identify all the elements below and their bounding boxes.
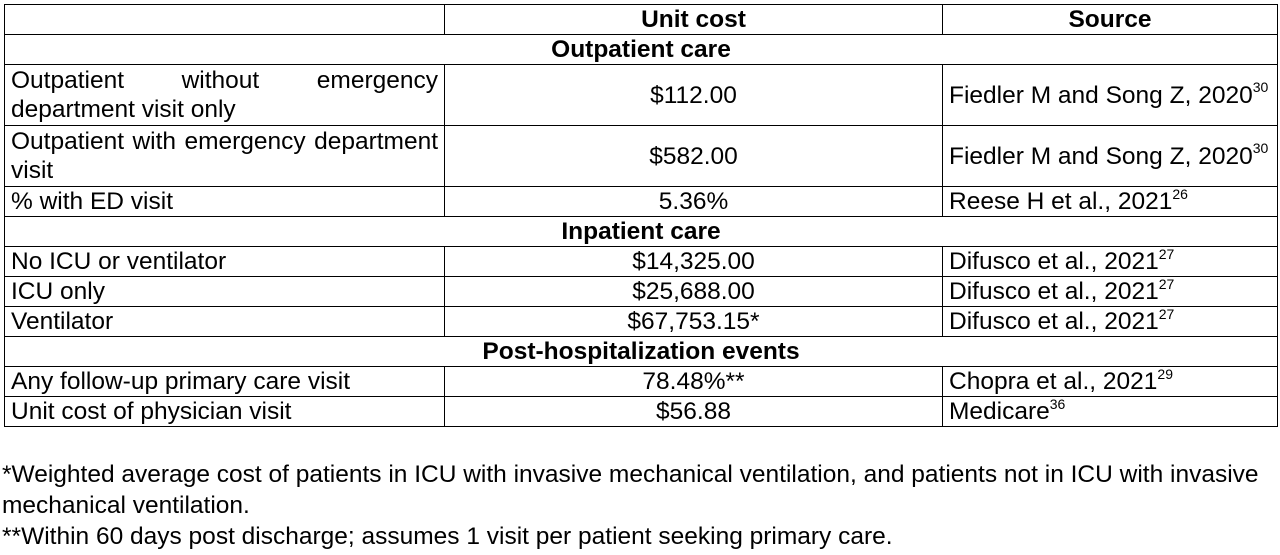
section-row-outpatient	[5, 35, 1278, 65]
header-source: Source	[943, 5, 1278, 35]
source-text: Medicare	[949, 398, 1050, 425]
section-row-post-hospitalization	[5, 337, 1278, 367]
reference-number: 27	[1158, 276, 1175, 292]
table-row	[5, 126, 1278, 187]
table-row	[5, 367, 1278, 397]
row-cost: 78.48%**	[445, 367, 943, 397]
row-source	[943, 247, 1278, 277]
row-label: Outpatient without emergency department visit only	[5, 65, 445, 126]
table-row	[5, 187, 1278, 217]
row-label: Unit cost of physician visit	[5, 397, 445, 427]
footnote-within-60-days: **Within 60 days post discharge; assumes 1 visit per patient seeking primary care.	[2, 523, 893, 550]
footnotes	[2, 459, 1278, 552]
row-cost: $56.88	[445, 397, 943, 427]
row-cost: 5.36%	[445, 187, 943, 217]
source-text: Chopra et al., 2021	[949, 368, 1158, 395]
section-title: Outpatient care	[5, 35, 1278, 65]
source-text: Fiedler M and Song Z, 2020	[949, 142, 1253, 170]
reference-number: 36	[1049, 396, 1066, 412]
footnote-weighted-average: *Weighted average cost of patients in ICU with invasive mechanical ventilation, and patients not in ICU with invasive mechanical ventilation.	[2, 461, 1259, 519]
row-cost: $582.00	[445, 126, 943, 187]
reference-number: 27	[1158, 306, 1175, 322]
unit-cost-table	[4, 4, 1278, 427]
source-text: Fiedler M and Song Z, 2020	[949, 81, 1253, 109]
header-blank-cell	[5, 5, 445, 35]
header-row	[5, 5, 1278, 35]
header-unit-cost: Unit cost	[445, 5, 943, 35]
row-cost: $67,753.15*	[445, 307, 943, 337]
row-source	[943, 187, 1278, 217]
row-label: Outpatient with emergency department visit	[5, 126, 445, 187]
row-source	[943, 65, 1278, 126]
section-row-inpatient	[5, 217, 1278, 247]
row-cost: $25,688.00	[445, 277, 943, 307]
row-label: % with ED visit	[5, 187, 445, 217]
row-label: No ICU or ventilator	[5, 247, 445, 277]
table-row	[5, 277, 1278, 307]
row-source	[943, 307, 1278, 337]
table-row	[5, 307, 1278, 337]
reference-number: 26	[1172, 186, 1188, 202]
row-label: Any follow-up primary care visit	[5, 367, 445, 397]
section-title: Inpatient care	[5, 217, 1278, 247]
row-source	[943, 397, 1278, 427]
row-cost: $112.00	[445, 65, 943, 126]
section-title: Post-hospitalization events	[5, 337, 1278, 367]
source-text: Difusco et al., 2021	[949, 308, 1159, 335]
table-row	[5, 65, 1278, 126]
table-row	[5, 247, 1278, 277]
row-source	[943, 367, 1278, 397]
reference-number: 30	[1252, 79, 1269, 96]
source-text: Difusco et al., 2021	[949, 248, 1159, 275]
row-source	[943, 126, 1278, 187]
row-cost: $14,325.00	[445, 247, 943, 277]
reference-number: 29	[1157, 366, 1173, 382]
table-row	[5, 397, 1278, 427]
reference-number: 27	[1158, 246, 1175, 262]
source-text: Difusco et al., 2021	[949, 278, 1159, 305]
row-label: Ventilator	[5, 307, 445, 337]
row-label: ICU only	[5, 277, 445, 307]
row-source	[943, 277, 1278, 307]
source-text: Reese H et al., 2021	[949, 188, 1173, 215]
reference-number: 30	[1252, 140, 1269, 157]
